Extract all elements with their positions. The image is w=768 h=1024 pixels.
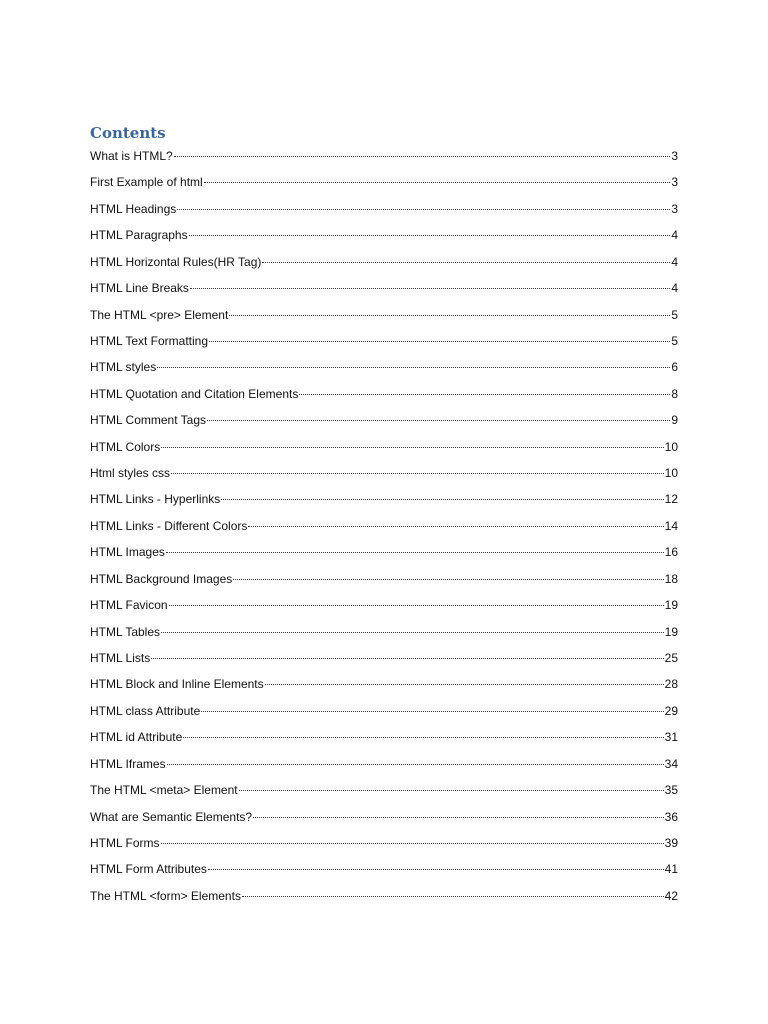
toc-dot-leader bbox=[299, 394, 670, 395]
toc-heading: Contents bbox=[90, 124, 166, 142]
toc-entry[interactable] bbox=[90, 729, 678, 755]
toc-entry-title: HTML Lists bbox=[90, 651, 151, 666]
toc-dot-leader bbox=[171, 473, 664, 474]
toc-dot-leader bbox=[209, 341, 670, 342]
toc-dot-leader bbox=[183, 737, 663, 738]
toc-entry[interactable] bbox=[90, 227, 678, 253]
toc-dot-leader bbox=[253, 817, 664, 818]
toc-entry[interactable] bbox=[90, 465, 678, 491]
toc-entry[interactable] bbox=[90, 571, 678, 597]
toc-entry-title: HTML Comment Tags bbox=[90, 413, 207, 428]
toc-entry[interactable] bbox=[90, 861, 678, 887]
toc-entry[interactable] bbox=[90, 835, 678, 861]
toc-dot-leader bbox=[151, 658, 663, 659]
toc-entry-page: 29 bbox=[664, 703, 678, 718]
toc-entry-page: 9 bbox=[671, 413, 678, 428]
toc-entry-title: HTML Favicon bbox=[90, 598, 168, 613]
toc-entry[interactable] bbox=[90, 809, 678, 835]
toc-dot-leader bbox=[161, 447, 663, 448]
toc-entry-page: 4 bbox=[671, 228, 678, 243]
toc-entry-title: The HTML <pre> Element bbox=[90, 307, 229, 322]
toc-entry-page: 19 bbox=[664, 624, 678, 639]
toc-dot-leader bbox=[161, 843, 664, 844]
toc-entry-title: Html styles css bbox=[90, 466, 171, 481]
toc-entry-page: 19 bbox=[664, 598, 678, 613]
toc-dot-leader bbox=[167, 764, 664, 765]
toc-entry-page: 18 bbox=[664, 571, 678, 586]
toc-entry-title: HTML Links - Different Colors bbox=[90, 518, 248, 533]
toc-entry[interactable] bbox=[90, 333, 678, 359]
toc-entry-page: 4 bbox=[671, 281, 678, 296]
toc-dot-leader bbox=[204, 182, 671, 183]
toc-entry-page: 36 bbox=[664, 809, 678, 824]
toc-dot-leader bbox=[242, 896, 664, 897]
toc-dot-leader bbox=[177, 209, 670, 210]
toc-entry-page: 28 bbox=[664, 677, 678, 692]
toc-dot-leader bbox=[157, 367, 670, 368]
toc-entry-title: HTML Block and Inline Elements bbox=[90, 677, 264, 692]
toc-entry-page: 10 bbox=[664, 439, 678, 454]
toc-dot-leader bbox=[239, 790, 664, 791]
toc-entry[interactable] bbox=[90, 491, 678, 517]
toc-entry-title: HTML Form Attributes bbox=[90, 862, 207, 877]
toc-entry[interactable] bbox=[90, 676, 678, 702]
toc-dot-leader bbox=[229, 315, 670, 316]
toc-entry[interactable] bbox=[90, 280, 678, 306]
toc-entry-page: 14 bbox=[664, 518, 678, 533]
toc-entry-title: First Example of html bbox=[90, 175, 203, 190]
toc-entry-page: 3 bbox=[671, 201, 678, 216]
table-of-contents bbox=[90, 148, 678, 914]
toc-entry-title: HTML class Attribute bbox=[90, 703, 201, 718]
toc-entry-page: 6 bbox=[671, 360, 678, 375]
toc-entry-title: HTML Quotation and Citation Elements bbox=[90, 386, 299, 401]
toc-entry-page: 5 bbox=[671, 307, 678, 322]
toc-entry[interactable] bbox=[90, 174, 678, 200]
toc-entry-title: HTML Tables bbox=[90, 624, 161, 639]
toc-entry[interactable] bbox=[90, 254, 678, 280]
toc-entry-page: 4 bbox=[671, 254, 678, 269]
toc-entry[interactable] bbox=[90, 439, 678, 465]
toc-entry-title: The HTML <form> Elements bbox=[90, 888, 241, 903]
toc-entry-page: 39 bbox=[664, 835, 678, 850]
toc-dot-leader bbox=[208, 869, 664, 870]
toc-dot-leader bbox=[161, 632, 664, 633]
toc-entry-page: 42 bbox=[664, 888, 678, 903]
toc-entry-title: HTML Line Breaks bbox=[90, 281, 189, 296]
toc-entry-title: HTML Horizontal Rules(HR Tag) bbox=[90, 254, 262, 269]
toc-entry-title: What are Semantic Elements? bbox=[90, 809, 253, 824]
toc-dot-leader bbox=[233, 579, 663, 580]
toc-entry-title: HTML id Attribute bbox=[90, 730, 183, 745]
toc-entry-title: HTML Paragraphs bbox=[90, 228, 188, 243]
toc-dot-leader bbox=[207, 420, 670, 421]
toc-dot-leader bbox=[174, 156, 671, 157]
toc-entry-page: 16 bbox=[664, 545, 678, 560]
toc-entry[interactable] bbox=[90, 386, 678, 412]
toc-entry-page: 41 bbox=[664, 862, 678, 877]
toc-entry[interactable] bbox=[90, 597, 678, 623]
toc-entry-page: 3 bbox=[671, 175, 678, 190]
toc-entry-title: The HTML <meta> Element bbox=[90, 783, 238, 798]
toc-dot-leader bbox=[169, 605, 664, 606]
toc-dot-leader bbox=[262, 262, 670, 263]
toc-entry[interactable] bbox=[90, 782, 678, 808]
toc-entry[interactable] bbox=[90, 544, 678, 570]
toc-entry-title: HTML Text Formatting bbox=[90, 333, 209, 348]
toc-dot-leader bbox=[189, 235, 671, 236]
toc-dot-leader bbox=[190, 288, 670, 289]
toc-dot-leader bbox=[166, 552, 664, 553]
toc-entry[interactable] bbox=[90, 359, 678, 385]
toc-entry-title: HTML Links - Hyperlinks bbox=[90, 492, 221, 507]
toc-entry[interactable] bbox=[90, 518, 678, 544]
toc-entry[interactable] bbox=[90, 307, 678, 333]
toc-entry-page: 3 bbox=[671, 149, 678, 163]
toc-entry-page: 5 bbox=[671, 333, 678, 348]
toc-entry-title: HTML Iframes bbox=[90, 756, 166, 771]
toc-dot-leader bbox=[248, 526, 663, 527]
toc-entry-page: 8 bbox=[671, 386, 678, 401]
toc-entry[interactable] bbox=[90, 201, 678, 227]
toc-entry-title: HTML styles bbox=[90, 360, 157, 375]
toc-entry[interactable] bbox=[90, 412, 678, 438]
toc-entry-page: 35 bbox=[664, 783, 678, 798]
toc-entry[interactable] bbox=[90, 756, 678, 782]
toc-dot-leader bbox=[265, 684, 664, 685]
toc-entry-title: HTML Colors bbox=[90, 439, 161, 454]
toc-entry-page: 12 bbox=[664, 492, 678, 507]
toc-entry-title: HTML Headings bbox=[90, 201, 177, 216]
toc-entry-title: HTML Forms bbox=[90, 835, 160, 850]
toc-entry-page: 31 bbox=[664, 730, 678, 745]
toc-entry[interactable] bbox=[90, 703, 678, 729]
toc-entry[interactable] bbox=[90, 888, 678, 914]
toc-entry-title: What is HTML? bbox=[90, 149, 173, 163]
toc-entry[interactable] bbox=[90, 624, 678, 650]
toc-entry-page: 25 bbox=[664, 651, 678, 666]
toc-dot-leader bbox=[201, 711, 663, 712]
toc-entry-page: 34 bbox=[664, 756, 678, 771]
toc-entry-title: HTML Background Images bbox=[90, 571, 233, 586]
toc-dot-leader bbox=[221, 499, 663, 500]
toc-entry-page: 10 bbox=[664, 466, 678, 481]
toc-entry[interactable] bbox=[90, 148, 678, 174]
toc-entry[interactable] bbox=[90, 650, 678, 676]
toc-entry-title: HTML Images bbox=[90, 545, 165, 560]
